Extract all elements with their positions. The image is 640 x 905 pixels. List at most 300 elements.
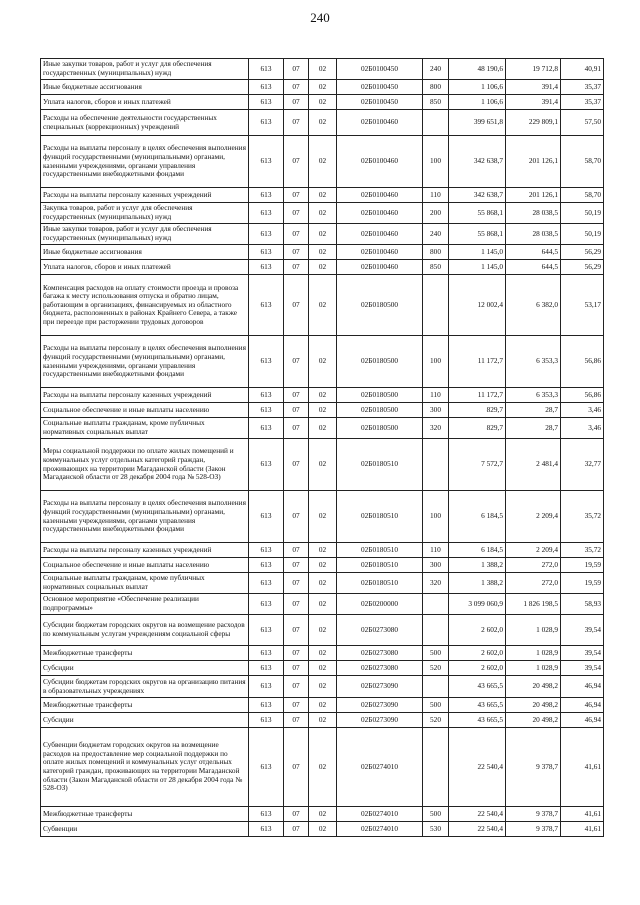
ved-cell: 613: [249, 245, 284, 260]
expense-type-cell: [423, 594, 449, 615]
section-cell: 07: [284, 224, 309, 245]
target-article-cell: 02Б0100460: [337, 136, 423, 188]
row-name-cell: Социальное обеспечение и иные выплаты населению: [41, 403, 249, 418]
section-cell: 07: [284, 275, 309, 336]
plan-amount-cell: 43 665,5: [449, 713, 506, 728]
target-article-cell: 02Б0180500: [337, 336, 423, 388]
ved-cell: 613: [249, 110, 284, 136]
row-name-cell: Расходы на выплаты персоналу в целях обеспечения выполнения функций государственными (муниципальными) органами, казенными учреждениями, органами управления государственными внебюджетными фондами: [41, 491, 249, 543]
section-cell: 07: [284, 491, 309, 543]
expense-type-cell: [423, 275, 449, 336]
table-row: [41, 260, 604, 275]
row-name-cell: Расходы на выплаты персоналу в целях обеспечения выполнения функций государственными (муниципальными) органами, казенными учреждениями, органами управления государственными внебюджетными фондами: [41, 336, 249, 388]
expense-type-cell: 320: [423, 418, 449, 439]
target-article-cell: 02Б0200000: [337, 594, 423, 615]
row-name-cell: Компенсация расходов на оплату стоимости проезда и провоза багажа к месту использования отпуска и обратно лицам, работающим в организациях, финансируемых из областного бюджета, расположенных в районах Крайнего Севера, а также при переезде при расторжении трудовых договоров: [41, 275, 249, 336]
plan-amount-cell: 55 868,1: [449, 203, 506, 224]
row-name-cell: Иные бюджетные ассигнования: [41, 80, 249, 95]
table-row: [41, 136, 604, 188]
section-cell: 07: [284, 136, 309, 188]
plan-amount-cell: 342 638,7: [449, 188, 506, 203]
section-cell: 07: [284, 594, 309, 615]
plan-amount-cell: 3 099 060,9: [449, 594, 506, 615]
target-article-cell: 02Б0273090: [337, 698, 423, 713]
fact-amount-cell: 201 126,1: [506, 188, 561, 203]
percent-cell: 53,17: [561, 275, 604, 336]
expense-type-cell: [423, 439, 449, 491]
percent-cell: 46,94: [561, 713, 604, 728]
target-article-cell: 02Б0273080: [337, 615, 423, 646]
section-cell: 07: [284, 698, 309, 713]
expense-type-cell: [423, 110, 449, 136]
expense-type-cell: 800: [423, 245, 449, 260]
table-row: [41, 676, 604, 698]
row-name-cell: Социальные выплаты гражданам, кроме публичных нормативных социальных выплат: [41, 418, 249, 439]
target-article-cell: 02Б0274010: [337, 807, 423, 822]
percent-cell: 56,29: [561, 245, 604, 260]
table-row: [41, 615, 604, 646]
percent-cell: 35,72: [561, 491, 604, 543]
expense-type-cell: 850: [423, 260, 449, 275]
table-row: [41, 822, 604, 837]
target-article-cell: 02Б0180510: [337, 573, 423, 594]
row-name-cell: Уплата налогов, сборов и иных платежей: [41, 260, 249, 275]
table-row: [41, 188, 604, 203]
target-article-cell: 02Б0273090: [337, 676, 423, 698]
table-row: [41, 573, 604, 594]
target-article-cell: 02Б0274010: [337, 728, 423, 807]
target-article-cell: 02Б0274010: [337, 822, 423, 837]
table-row: [41, 203, 604, 224]
ved-cell: 613: [249, 59, 284, 80]
fact-amount-cell: 28,7: [506, 418, 561, 439]
percent-cell: 57,50: [561, 110, 604, 136]
fact-amount-cell: 20 498,2: [506, 713, 561, 728]
target-article-cell: 02Б0100460: [337, 203, 423, 224]
row-name-cell: Расходы на выплаты персоналу казенных учреждений: [41, 388, 249, 403]
fact-amount-cell: 1 028,9: [506, 615, 561, 646]
ved-cell: 613: [249, 491, 284, 543]
fact-amount-cell: 6 382,0: [506, 275, 561, 336]
subsection-cell: 02: [309, 439, 337, 491]
table-row: [41, 439, 604, 491]
target-article-cell: 02Б0100460: [337, 188, 423, 203]
table-row: [41, 59, 604, 80]
table-row: [41, 275, 604, 336]
table-row: [41, 713, 604, 728]
row-name-cell: Расходы на обеспечение деятельности государственных специальных (коррекционных) учреждений: [41, 110, 249, 136]
section-cell: 07: [284, 558, 309, 573]
plan-amount-cell: 2 602,0: [449, 646, 506, 661]
target-article-cell: 02Б0273080: [337, 661, 423, 676]
table-row: [41, 80, 604, 95]
fact-amount-cell: 391,4: [506, 80, 561, 95]
row-name-cell: Социальное обеспечение и иные выплаты населению: [41, 558, 249, 573]
table-row: [41, 543, 604, 558]
table-row: [41, 95, 604, 110]
fact-amount-cell: 1 028,9: [506, 661, 561, 676]
ved-cell: 613: [249, 418, 284, 439]
percent-cell: 46,94: [561, 698, 604, 713]
fact-amount-cell: 9 378,7: [506, 807, 561, 822]
fact-amount-cell: 20 498,2: [506, 676, 561, 698]
expense-type-cell: 100: [423, 491, 449, 543]
row-name-cell: Расходы на выплаты персоналу казенных учреждений: [41, 543, 249, 558]
row-name-cell: Иные бюджетные ассигнования: [41, 245, 249, 260]
section-cell: 07: [284, 728, 309, 807]
row-name-cell: Основное мероприятие «Обеспечение реализации подпрограммы»: [41, 594, 249, 615]
target-article-cell: 02Б0100460: [337, 260, 423, 275]
target-article-cell: 02Б0100450: [337, 80, 423, 95]
row-name-cell: Межбюджетные трансферты: [41, 807, 249, 822]
table-row: [41, 336, 604, 388]
expense-type-cell: 100: [423, 136, 449, 188]
ved-cell: 613: [249, 594, 284, 615]
section-cell: 07: [284, 336, 309, 388]
subsection-cell: 02: [309, 418, 337, 439]
fact-amount-cell: 28,7: [506, 403, 561, 418]
ved-cell: 613: [249, 676, 284, 698]
percent-cell: 39,54: [561, 661, 604, 676]
section-cell: 07: [284, 188, 309, 203]
plan-amount-cell: 22 540,4: [449, 728, 506, 807]
page-number: 240: [310, 10, 330, 25]
fact-amount-cell: 2 209,4: [506, 543, 561, 558]
table-row: [41, 388, 604, 403]
plan-amount-cell: 2 602,0: [449, 615, 506, 646]
subsection-cell: 02: [309, 95, 337, 110]
ved-cell: 613: [249, 543, 284, 558]
section-cell: 07: [284, 543, 309, 558]
subsection-cell: 02: [309, 336, 337, 388]
subsection-cell: 02: [309, 491, 337, 543]
section-cell: 07: [284, 713, 309, 728]
plan-amount-cell: 12 002,4: [449, 275, 506, 336]
section-cell: 07: [284, 80, 309, 95]
fact-amount-cell: 272,0: [506, 558, 561, 573]
expense-type-cell: 300: [423, 558, 449, 573]
subsection-cell: 02: [309, 543, 337, 558]
ved-cell: 613: [249, 646, 284, 661]
ved-cell: 613: [249, 573, 284, 594]
table-row: [41, 558, 604, 573]
subsection-cell: 02: [309, 224, 337, 245]
row-name-cell: Субвенции: [41, 822, 249, 837]
subsection-cell: 02: [309, 594, 337, 615]
table-row: [41, 807, 604, 822]
row-name-cell: Закупка товаров, работ и услуг для обеспечения государственных (муниципальных) нужд: [41, 203, 249, 224]
fact-amount-cell: 6 353,3: [506, 336, 561, 388]
expense-type-cell: [423, 676, 449, 698]
expense-type-cell: [423, 615, 449, 646]
subsection-cell: 02: [309, 203, 337, 224]
target-article-cell: 02Б0180500: [337, 275, 423, 336]
section-cell: 07: [284, 439, 309, 491]
plan-amount-cell: 1 106,6: [449, 95, 506, 110]
fact-amount-cell: 201 126,1: [506, 136, 561, 188]
row-name-cell: Расходы на выплаты персоналу казенных учреждений: [41, 188, 249, 203]
row-name-cell: Субсидии: [41, 713, 249, 728]
expense-type-cell: 520: [423, 713, 449, 728]
ved-cell: 613: [249, 80, 284, 95]
plan-amount-cell: 22 540,4: [449, 822, 506, 837]
ved-cell: 613: [249, 439, 284, 491]
expense-type-cell: 200: [423, 203, 449, 224]
plan-amount-cell: 1 106,6: [449, 80, 506, 95]
expense-type-cell: 100: [423, 336, 449, 388]
percent-cell: 40,91: [561, 59, 604, 80]
percent-cell: 50,19: [561, 224, 604, 245]
plan-amount-cell: 1 388,2: [449, 558, 506, 573]
table-row: [41, 245, 604, 260]
subsection-cell: 02: [309, 260, 337, 275]
percent-cell: 41,61: [561, 807, 604, 822]
budget-table: [40, 58, 604, 837]
subsection-cell: 02: [309, 110, 337, 136]
subsection-cell: 02: [309, 573, 337, 594]
row-name-cell: Иные закупки товаров, работ и услуг для обеспечения государственных (муниципальных) нужд: [41, 224, 249, 245]
percent-cell: 58,93: [561, 594, 604, 615]
section-cell: 07: [284, 403, 309, 418]
fact-amount-cell: 28 038,5: [506, 203, 561, 224]
plan-amount-cell: 43 665,5: [449, 676, 506, 698]
expense-type-cell: [423, 728, 449, 807]
row-name-cell: Иные закупки товаров, работ и услуг для обеспечения государственных (муниципальных) нужд: [41, 59, 249, 80]
target-article-cell: 02Б0273080: [337, 646, 423, 661]
row-name-cell: Уплата налогов, сборов и иных платежей: [41, 95, 249, 110]
subsection-cell: 02: [309, 388, 337, 403]
table-row: [41, 594, 604, 615]
subsection-cell: 02: [309, 698, 337, 713]
expense-type-cell: 520: [423, 661, 449, 676]
plan-amount-cell: 11 172,7: [449, 336, 506, 388]
ved-cell: 613: [249, 260, 284, 275]
subsection-cell: 02: [309, 80, 337, 95]
percent-cell: 19,59: [561, 558, 604, 573]
expense-type-cell: 500: [423, 807, 449, 822]
plan-amount-cell: 399 651,8: [449, 110, 506, 136]
percent-cell: 19,59: [561, 573, 604, 594]
section-cell: 07: [284, 260, 309, 275]
row-name-cell: Субсидии бюджетам городских округов на организацию питания в образовательных учреждениях: [41, 676, 249, 698]
percent-cell: 39,54: [561, 646, 604, 661]
fact-amount-cell: 644,5: [506, 245, 561, 260]
row-name-cell: Меры социальной поддержки по оплате жилых помещений и коммунальных услуг отдельных категорий граждан, проживающих на территории Магаданской области (Закон Магаданской области от 28 декабря 2004 года № 528-ОЗ): [41, 439, 249, 491]
section-cell: 07: [284, 245, 309, 260]
subsection-cell: 02: [309, 59, 337, 80]
percent-cell: 41,61: [561, 728, 604, 807]
plan-amount-cell: 48 190,6: [449, 59, 506, 80]
target-article-cell: 02Б0180510: [337, 439, 423, 491]
ved-cell: 613: [249, 336, 284, 388]
expense-type-cell: 110: [423, 188, 449, 203]
subsection-cell: 02: [309, 615, 337, 646]
table-row: [41, 110, 604, 136]
percent-cell: 35,37: [561, 95, 604, 110]
plan-amount-cell: 1 388,2: [449, 573, 506, 594]
fact-amount-cell: 2 481,4: [506, 439, 561, 491]
section-cell: 07: [284, 676, 309, 698]
subsection-cell: 02: [309, 728, 337, 807]
section-cell: 07: [284, 822, 309, 837]
plan-amount-cell: 55 868,1: [449, 224, 506, 245]
expense-type-cell: 240: [423, 224, 449, 245]
target-article-cell: 02Б0180500: [337, 388, 423, 403]
ved-cell: 613: [249, 136, 284, 188]
row-name-cell: Социальные выплаты гражданам, кроме публичных нормативных социальных выплат: [41, 573, 249, 594]
table-row: [41, 224, 604, 245]
percent-cell: 35,37: [561, 80, 604, 95]
target-article-cell: 02Б0273090: [337, 713, 423, 728]
row-name-cell: Субсидии: [41, 661, 249, 676]
expense-type-cell: 500: [423, 698, 449, 713]
fact-amount-cell: 28 038,5: [506, 224, 561, 245]
ved-cell: 613: [249, 403, 284, 418]
percent-cell: 32,77: [561, 439, 604, 491]
target-article-cell: 02Б0100460: [337, 110, 423, 136]
plan-amount-cell: 7 572,7: [449, 439, 506, 491]
expense-type-cell: 110: [423, 388, 449, 403]
subsection-cell: 02: [309, 136, 337, 188]
fact-amount-cell: 9 378,7: [506, 728, 561, 807]
plan-amount-cell: 6 184,5: [449, 543, 506, 558]
row-name-cell: Субсидии бюджетам городских округов на возмещение расходов по коммунальным услугам учреждениям социальной сферы: [41, 615, 249, 646]
target-article-cell: 02Б0180510: [337, 558, 423, 573]
plan-amount-cell: 22 540,4: [449, 807, 506, 822]
target-article-cell: 02Б0180510: [337, 491, 423, 543]
percent-cell: 56,86: [561, 336, 604, 388]
subsection-cell: 02: [309, 188, 337, 203]
fact-amount-cell: 391,4: [506, 95, 561, 110]
target-article-cell: 02Б0100450: [337, 59, 423, 80]
expense-type-cell: 240: [423, 59, 449, 80]
table-row: [41, 661, 604, 676]
section-cell: 07: [284, 573, 309, 594]
target-article-cell: 02Б0180500: [337, 403, 423, 418]
fact-amount-cell: 1 028,9: [506, 646, 561, 661]
percent-cell: 35,72: [561, 543, 604, 558]
ved-cell: 613: [249, 203, 284, 224]
target-article-cell: 02Б0100460: [337, 224, 423, 245]
plan-amount-cell: 11 172,7: [449, 388, 506, 403]
expense-type-cell: 300: [423, 403, 449, 418]
target-article-cell: 02Б0100450: [337, 95, 423, 110]
table-row: [41, 646, 604, 661]
ved-cell: 613: [249, 558, 284, 573]
section-cell: 07: [284, 95, 309, 110]
expense-type-cell: 500: [423, 646, 449, 661]
subsection-cell: 02: [309, 245, 337, 260]
subsection-cell: 02: [309, 558, 337, 573]
row-name-cell: Расходы на выплаты персоналу в целях обеспечения выполнения функций государственными (муниципальными) органами, казенными учреждениями, органами управления государственными внебюджетными фондами: [41, 136, 249, 188]
percent-cell: 3,46: [561, 403, 604, 418]
percent-cell: 46,94: [561, 676, 604, 698]
ved-cell: 613: [249, 388, 284, 403]
section-cell: 07: [284, 615, 309, 646]
subsection-cell: 02: [309, 646, 337, 661]
plan-amount-cell: 1 145,0: [449, 245, 506, 260]
percent-cell: 50,19: [561, 203, 604, 224]
expense-type-cell: 800: [423, 80, 449, 95]
plan-amount-cell: 342 638,7: [449, 136, 506, 188]
target-article-cell: 02Б0180500: [337, 418, 423, 439]
fact-amount-cell: 9 378,7: [506, 822, 561, 837]
ved-cell: 613: [249, 661, 284, 676]
table-row: [41, 698, 604, 713]
subsection-cell: 02: [309, 275, 337, 336]
plan-amount-cell: 829,7: [449, 418, 506, 439]
table-row: [41, 728, 604, 807]
target-article-cell: 02Б0100460: [337, 245, 423, 260]
row-name-cell: Субвенции бюджетам городских округов на возмещение расходов на предоставление мер социальной поддержки по оплате жилых помещений и коммунальных услуг отдельных категорий граждан, проживающих на территории Магаданской области (Закон Магаданской области от 28 декабря 2004 года № 528-ОЗ): [41, 728, 249, 807]
table-row: [41, 491, 604, 543]
ved-cell: 613: [249, 698, 284, 713]
fact-amount-cell: 6 353,3: [506, 388, 561, 403]
section-cell: 07: [284, 59, 309, 80]
fact-amount-cell: 2 209,4: [506, 491, 561, 543]
section-cell: 07: [284, 418, 309, 439]
ved-cell: 613: [249, 224, 284, 245]
plan-amount-cell: 1 145,0: [449, 260, 506, 275]
percent-cell: 58,70: [561, 188, 604, 203]
ved-cell: 613: [249, 95, 284, 110]
percent-cell: 56,29: [561, 260, 604, 275]
plan-amount-cell: 43 665,5: [449, 698, 506, 713]
section-cell: 07: [284, 646, 309, 661]
row-name-cell: Межбюджетные трансферты: [41, 698, 249, 713]
subsection-cell: 02: [309, 403, 337, 418]
expense-type-cell: 320: [423, 573, 449, 594]
ved-cell: 613: [249, 728, 284, 807]
fact-amount-cell: 20 498,2: [506, 698, 561, 713]
expense-type-cell: 110: [423, 543, 449, 558]
percent-cell: 56,86: [561, 388, 604, 403]
section-cell: 07: [284, 807, 309, 822]
subsection-cell: 02: [309, 807, 337, 822]
ved-cell: 613: [249, 713, 284, 728]
target-article-cell: 02Б0180510: [337, 543, 423, 558]
expense-type-cell: 530: [423, 822, 449, 837]
table-row: [41, 403, 604, 418]
section-cell: 07: [284, 388, 309, 403]
fact-amount-cell: 644,5: [506, 260, 561, 275]
subsection-cell: 02: [309, 661, 337, 676]
fact-amount-cell: 1 826 198,5: [506, 594, 561, 615]
ved-cell: 613: [249, 188, 284, 203]
table-row: [41, 418, 604, 439]
percent-cell: 58,70: [561, 136, 604, 188]
percent-cell: 39,54: [561, 615, 604, 646]
fact-amount-cell: 229 809,1: [506, 110, 561, 136]
ved-cell: 613: [249, 615, 284, 646]
expense-type-cell: 850: [423, 95, 449, 110]
fact-amount-cell: 19 712,8: [506, 59, 561, 80]
subsection-cell: 02: [309, 713, 337, 728]
subsection-cell: 02: [309, 822, 337, 837]
percent-cell: 3,46: [561, 418, 604, 439]
plan-amount-cell: 6 184,5: [449, 491, 506, 543]
fact-amount-cell: 272,0: [506, 573, 561, 594]
ved-cell: 613: [249, 807, 284, 822]
ved-cell: 613: [249, 822, 284, 837]
section-cell: 07: [284, 661, 309, 676]
subsection-cell: 02: [309, 676, 337, 698]
section-cell: 07: [284, 110, 309, 136]
ved-cell: 613: [249, 275, 284, 336]
section-cell: 07: [284, 203, 309, 224]
percent-cell: 41,61: [561, 822, 604, 837]
row-name-cell: Межбюджетные трансферты: [41, 646, 249, 661]
